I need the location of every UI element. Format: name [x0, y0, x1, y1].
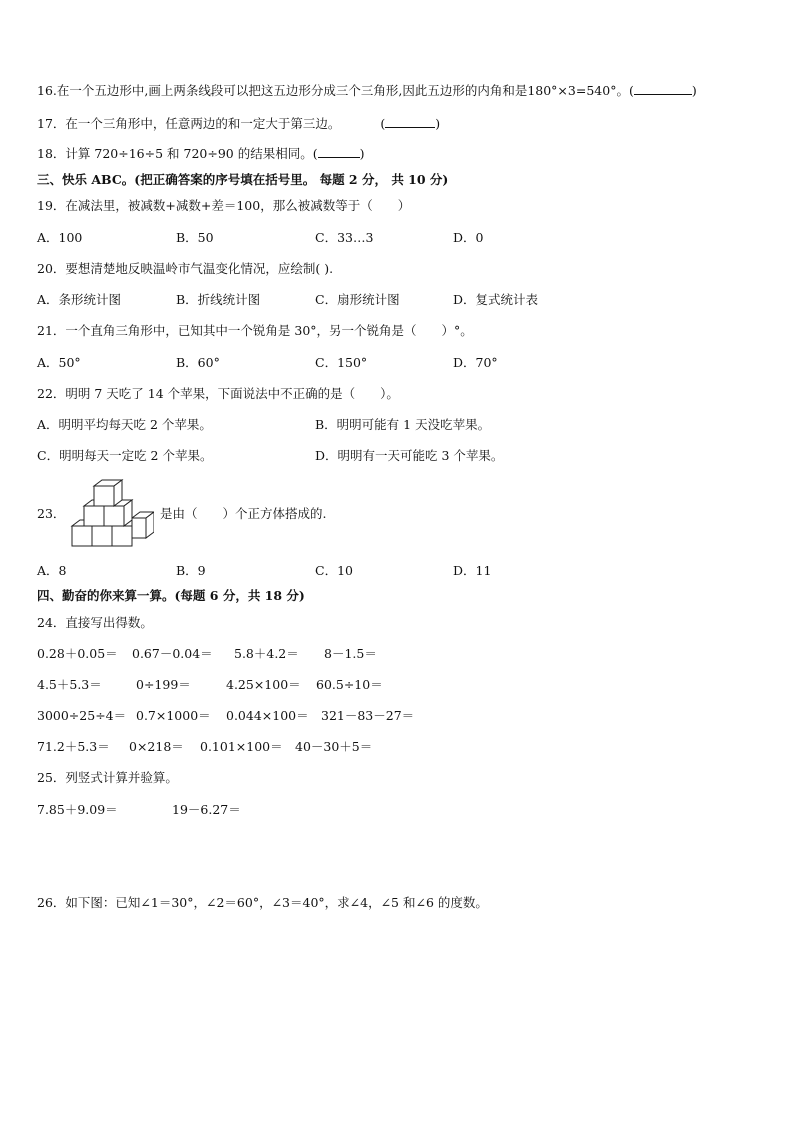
- option-20-b[interactable]: B．折线统计图: [176, 292, 261, 307]
- calc-item: 7.85＋9.09＝: [37, 802, 118, 817]
- calc-item: 60.5÷10＝: [316, 677, 383, 692]
- option-22-b[interactable]: B．明明可能有 1 天没吃苹果。: [315, 417, 491, 432]
- option-22-c[interactable]: C．明明每天一定吃 2 个苹果。: [37, 448, 213, 463]
- option-20-d[interactable]: D．复式统计表: [453, 292, 539, 307]
- calc-item: 19－6.27＝: [172, 802, 241, 817]
- question-20: 20．要想清楚地反映温岭市气温变化情况，应绘制( ).: [37, 261, 334, 276]
- calc-item: 5.8＋4.2＝: [234, 646, 299, 661]
- calc-item: 0.67－0.04＝: [132, 646, 213, 661]
- option-20-c[interactable]: C．扇形统计图: [315, 292, 400, 307]
- cube-stack-figure: [66, 476, 154, 548]
- calc-item: 8－1.5＝: [324, 646, 377, 661]
- option-19-c[interactable]: C．33…3: [315, 230, 374, 245]
- answer-blank-17[interactable]: [385, 116, 435, 128]
- option-23-b[interactable]: B．9: [176, 563, 206, 578]
- calc-item: 0.28＋0.05＝: [37, 646, 118, 661]
- option-22-d[interactable]: D．明明有一天可能吃 3 个苹果。: [315, 448, 504, 463]
- calc-item: 0÷199＝: [136, 677, 191, 692]
- option-21-a[interactable]: A．50°: [37, 355, 81, 370]
- option-21-b[interactable]: B．60°: [176, 355, 220, 370]
- section-3-heading: 三、快乐 ABC。(把正确答案的序号填在括号里。 每题 2 分， 共 10 分): [37, 172, 449, 187]
- answer-blank-18[interactable]: [318, 146, 360, 158]
- question-16: 16.在一个五边形中,画上两条线段可以把这五边形分成三个三角形,因此五边形的内角和是180°×3=540°。( ): [37, 83, 697, 98]
- option-20-a[interactable]: A．条形统计图: [37, 292, 122, 307]
- question-17-text: 17．在一个三角形中，任意两边的和一定大于第三边。: [37, 116, 341, 131]
- calc-item: 71.2＋5.3＝: [37, 739, 110, 754]
- question-26: 26．如下图：已知∠1＝30°，∠2＝60°，∠3＝40°，求∠4，∠5 和∠6 的度数。: [37, 895, 488, 910]
- section-4-heading: 四、勤奋的你来算一算。(每题 6 分，共 18 分): [37, 588, 305, 603]
- question-16-text: 16.在一个五边形中,画上两条线段可以把这五边形分成三个三角形,因此五边形的内角和是180°×3=540°。(: [37, 83, 634, 98]
- question-23-number: 23．: [37, 506, 66, 521]
- option-21-d[interactable]: D．70°: [453, 355, 498, 370]
- calc-item: 3000÷25÷4＝: [37, 708, 127, 723]
- question-21: 21．一个直角三角形中，已知其中一个锐角是 30°，另一个锐角是（ ）°。: [37, 323, 473, 338]
- calc-item: 4.5＋5.3＝: [37, 677, 102, 692]
- option-19-d[interactable]: D．0: [453, 230, 484, 245]
- question-17: 17．在一个三角形中，任意两边的和一定大于第三边。 ( ): [37, 116, 441, 131]
- option-23-d[interactable]: D．11: [453, 563, 492, 578]
- question-25: 25．列竖式计算并验算。: [37, 770, 178, 785]
- question-23-text: 是由（ ）个正方体搭成的.: [160, 506, 327, 521]
- option-19-a[interactable]: A．100: [37, 230, 83, 245]
- question-19: 19．在减法里，被减数+减数+差＝100，那么被减数等于（ ）: [37, 198, 411, 213]
- question-24: 24．直接写出得数。: [37, 615, 153, 630]
- calc-item: 0.101×100＝: [200, 739, 283, 754]
- option-23-c[interactable]: C．10: [315, 563, 353, 578]
- calc-item: 40－30＋5＝: [295, 739, 373, 754]
- question-22: 22．明明 7 天吃了 14 个苹果，下面说法中不正确的是（ ）。: [37, 386, 399, 401]
- calc-item: 0.7×1000＝: [136, 708, 211, 723]
- option-23-a[interactable]: A．8: [37, 563, 67, 578]
- option-22-a[interactable]: A．明明平均每天吃 2 个苹果。: [37, 417, 212, 432]
- question-18-text: 18．计算 720÷16÷5 和 720÷90 的结果相同。(: [37, 146, 318, 161]
- calc-item: 4.25×100＝: [226, 677, 301, 692]
- calc-item: 321－83－27＝: [321, 708, 415, 723]
- option-21-c[interactable]: C．150°: [315, 355, 368, 370]
- answer-blank-16[interactable]: [634, 83, 692, 95]
- option-19-b[interactable]: B．50: [176, 230, 214, 245]
- question-18: 18．计算 720÷16÷5 和 720÷90 的结果相同。( ): [37, 146, 365, 161]
- calc-item: 0×218＝: [129, 739, 184, 754]
- calc-item: 0.044×100＝: [226, 708, 309, 723]
